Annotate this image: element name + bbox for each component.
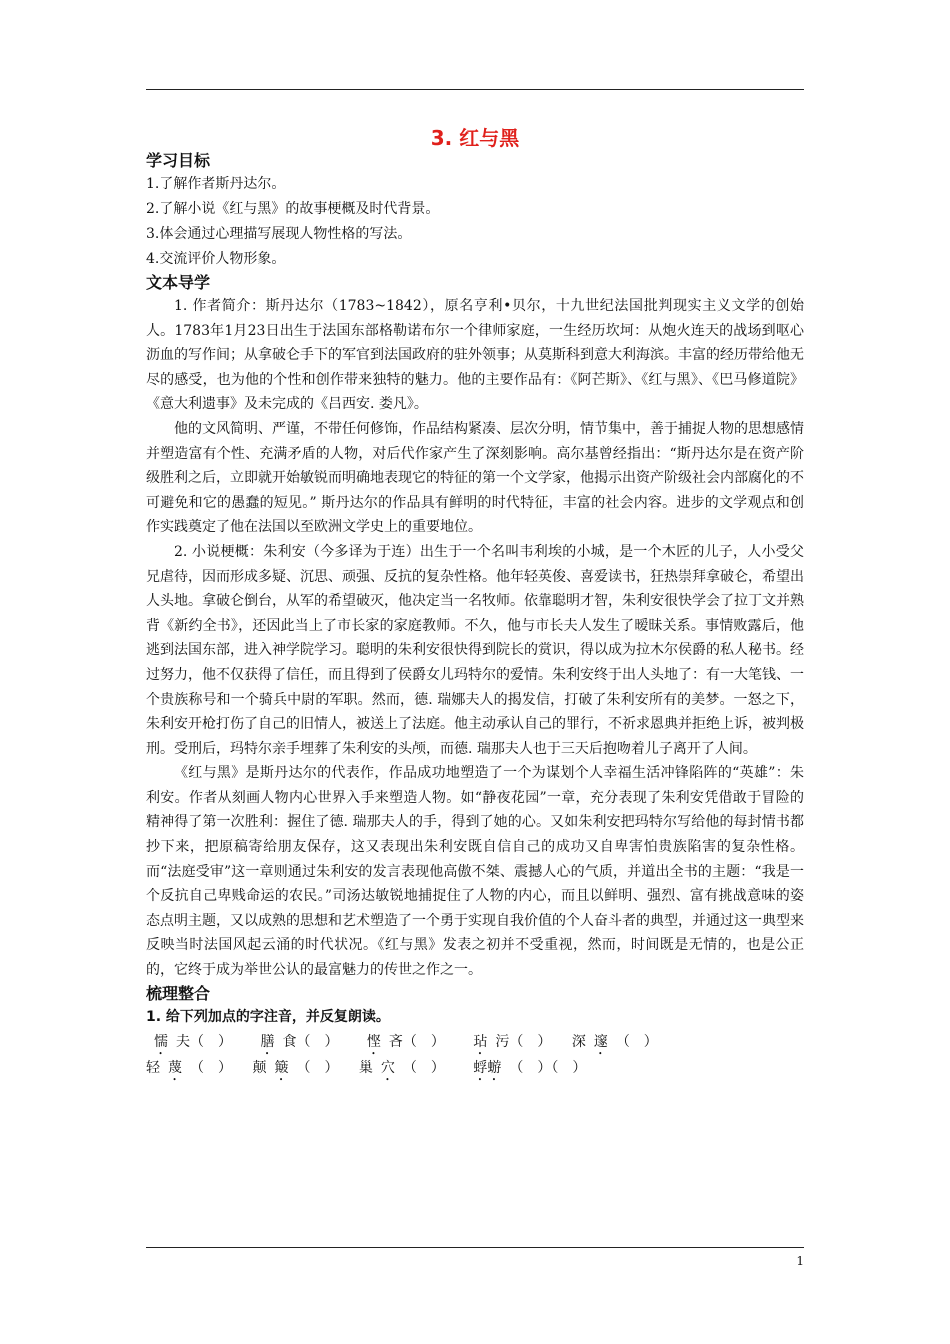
page-title: 3. 红与黑 (430, 126, 520, 150)
pinyin-item[interactable]: 懦 夫（ ） (154, 1033, 232, 1050)
pinyin-row-2 (146, 1055, 804, 1081)
guide-heading: 文本导学 (146, 273, 211, 292)
header-rule (146, 89, 804, 90)
pinyin-item[interactable]: 巢 穴 （ ） (358, 1059, 445, 1076)
pinyin-item[interactable]: 轻 蔑 （ ） (146, 1059, 232, 1076)
goals-heading: 学习目标 (146, 151, 211, 170)
sort-heading: 梳理整合 (146, 983, 211, 1003)
footer-rule (146, 1247, 804, 1248)
document-body (146, 150, 804, 1081)
synopsis-paragraph: 2. 小说梗概：朱利安（今多译为于连）出生于一个名叫韦利埃的小城，是一个木匠的儿子，人小受父兄虐待，因而形成多疑、沉思、顽强、反抗的复杂性格。他年轻英俊、喜爱读书，狂热崇拜拿破仑，希望出人头地。拿破仑倒台，从军的希望破灭，他决定当一名牧师。依靠聪明才智，朱利安很快学会了拉丁文并熟背《新约全书》，还因此当上了市长家的家庭教师。不久，他与市长夫人发生了暧昧关系。事情败露后，他逃到法国东部，进入神学院学习。聪明的朱利安很快得到院长的赏识，得以成为拉木尔侯爵的私人秘书。经过努力，他不仅获得了信任，而且得到了侯爵女儿玛特尔的爱情。朱利安终于出人头地了：有一大笔钱、一个贵族称号和一个骑兵中尉的军职。然而，德. 瑞娜夫人的揭发信，打破了朱利安所有的美梦。一怒之下，朱利安开枪打伤了自己的旧情人，被送上了法庭。他主动承认自己的罪行，不祈求恩典并拒绝上诉，被判极刑。受刑后，玛特尔亲手埋葬了朱利安的头颅，而德. 瑞那夫人也于三天后抱吻着儿子离开了人间。 (146, 543, 804, 757)
task-instruction: 1. 给下列加点的字注音，并反复朗读。 (146, 1008, 390, 1025)
pinyin-item[interactable]: 蜉蝣 （ ）（ ） (473, 1059, 587, 1076)
author-intro-paragraph: 1. 作者简介：斯丹达尔（1783~1842），原名亨利•贝尔，十九世纪法国批判现实主义文学的创始人。1783年1月23日出生于法国东部格勒诺布尔一个律师家庭，一生经历坎坷：从炮火连天的战场到呕心沥血的写作间；从拿破仑手下的军官到法国政府的驻外领事；从莫斯科到意大利海滨。丰富的经历带给他无尽的感受，也为他的个性和创作带来独特的魅力。他的主要作品有：《阿芒斯》、《红与黑》、《巴马修道院》《意大利遗事》及未完成的《吕西安. 娄凡》。 (146, 298, 804, 413)
goal-item: 3.体会通过心理描写展现人物性格的写法。 (146, 226, 412, 242)
pinyin-item[interactable]: 颠 簸 （ ） (252, 1059, 339, 1076)
goal-item: 1.了解作者斯丹达尔。 (146, 176, 286, 192)
analysis-paragraph: 《红与黑》是斯丹达尔的代表作，作品成功地塑造了一个为谋划个人幸福生活冲锋陷阵的“英雄”：朱利安。作者从刻画人物内心世界入手来塑造人物。如“静夜花园”一章，充分表现了朱利安凭借敢于冒险的精神得了第一次胜利：握住了德. 瑞那夫人的手，得到了她的心。又如朱利安把玛特尔写给他的每封情书都抄下来，把原稿寄给朋友保存，这又表现出朱利安既自信自己的成功又自卑害怕贵族陷害的复杂性格。而“法庭受审”这一章则通过朱利安的发言表现他高傲不桀、震撼人心的气质，并道出全书的主题：“我是一个反抗自己卑贱命运的农民。”司汤达敏锐地捕捉住了人物的内心，而且以鲜明、强烈、富有挑战意味的姿态点明主题，又以成熟的思想和艺术塑造了一个勇于实现自我价值的个人奋斗者的典型，并通过这一典型来反映当时法国风起云涌的时代状况。《红与黑》发表之初并不受重视，然而，时间既是无情的，也是公正的，它终于成为举世公认的最富魅力的传世之作之一。 (146, 765, 804, 979)
style-paragraph: 他的文风简明、严谨，不带任何修饰，作品结构紧凑、层次分明，情节集中，善于捕捉人物的思想感情并塑造富有个性、充满矛盾的人物，对后代作家产生了深刻影响。高尔基曾经指出：“斯丹达尔是在资产阶级胜利之后，立即就开始敏锐而明确地表现它的特征的第一个文学家，他揭示出资产阶级社会内部腐化的不可避免和它的愚蠢的短见。” 斯丹达尔的作品具有鲜明的时代特征，丰富的社会内容。进步的文学观点和创作实践奠定了他在法国以至欧洲文学史上的重要地位。 (146, 420, 804, 536)
goal-item: 2.了解小说《红与黑》的故事梗概及时代背景。 (146, 201, 440, 217)
page-number: 1 (796, 1254, 804, 1268)
pinyin-item[interactable]: 悭 吝（ ） (366, 1033, 445, 1050)
pinyin-item[interactable]: 玷 污（ ） (473, 1033, 552, 1050)
pinyin-item[interactable]: 膳 食（ ） (260, 1033, 339, 1050)
goal-item: 4.交流评价人物形象。 (146, 251, 286, 267)
pinyin-item[interactable]: 深 邃 （ ） (571, 1033, 658, 1050)
pinyin-row-1 (146, 1029, 804, 1055)
